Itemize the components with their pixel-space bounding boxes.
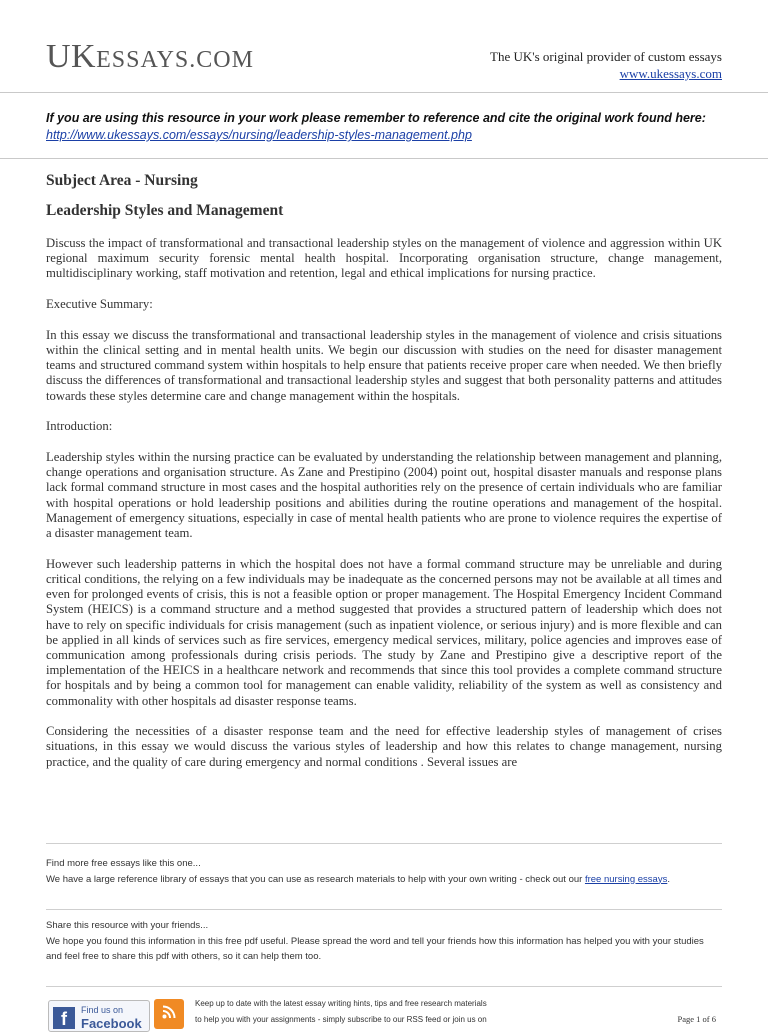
paragraph-intro-1: Leadership styles within the nursing practice can be evaluated by understanding the relationship between management and planning, change operations and organisation structure. As Zane and Prestipino (2004) point out, hospital disaster manuals and response plans lack formal command structure in most cases and the hospital authorities rely on the presence of certain individuals who are familiar with hospital operations or hold leadership positions and abilities during the routine operations and management of the hospital. Management of emergency situations, especially in case of mental health patients who are prone to violence requires the expertise of a disaster management team. <box>46 450 722 541</box>
share-text: We hope you found this information in this free pdf useful. Please spread the word and tell your friends how this information has helped you with your studies and feel free to share this pdf with others, so it can help them too. <box>46 935 704 962</box>
essay-body <box>46 236 722 785</box>
facebook-label-small: Find us on <box>81 1005 124 1015</box>
citation-link[interactable]: http://www.ukessays.com/essays/nursing/leadership-styles-management.php <box>46 128 472 142</box>
subject-area: Subject Area - Nursing <box>46 172 198 189</box>
footer-share <box>46 918 722 965</box>
logo-main: UK <box>46 38 97 75</box>
page-number: Page 1 of 6 <box>677 1014 716 1024</box>
site-link[interactable]: www.ukessays.com <box>619 66 722 81</box>
rss-line-2: to help you with your assignments - simply subscribe to our RSS feed or join us on <box>195 1015 487 1024</box>
footer-divider-middle <box>46 909 722 910</box>
footer-divider-top <box>46 843 722 844</box>
rss-icon <box>162 1005 176 1019</box>
paragraph-prompt: Discuss the impact of transformational and transactional leadership styles on the management of violence and aggression within UK regional maximum security forensic mental health hospital. Incorporating organisation structure, change management, multidisciplinary working, staff motivation and retention, legal and ethical implications for nursing practice. <box>46 236 722 281</box>
heading-introduction: Introduction: <box>46 419 113 434</box>
essay-title: Leadership Styles and Management <box>46 202 284 219</box>
site-logo[interactable] <box>46 40 254 74</box>
tagline: The UK's original provider of custom essays <box>490 49 722 64</box>
rss-promo <box>195 996 505 1028</box>
more-text <box>46 872 722 888</box>
facebook-label: Facebook <box>81 1016 142 1031</box>
page-header <box>0 0 768 92</box>
more-text-body: We have a large reference library of essays that you can use as research materials to help with your own writing - check out our <box>46 873 583 885</box>
header-divider <box>0 92 768 93</box>
facebook-button[interactable] <box>48 1000 150 1032</box>
paragraph-intro-2: However such leadership patterns in which the hospital does not have a formal command structure may be unreliable and during critical conditions, the relying on a few individuals may be inadequate as the concerned persons may not be available at all times and even for prolonged events of crisis, this is not a feasible option or proper management. The Hospital Emergency Incident Command System (HEICS) is a command structure and a method suggested that provides a structured pattern of leadership which does not have to rely on specific individuals for crisis management (such as inpatient violence, or serious injury) and is more flexible and can be applied in all kinds of services such as fire services, emergency medical services, military, police agencies and improves ease of communication among professionals during crisis periods. The study by Zane and Prestipino give a descriptive report of the implementation of the HEICS in a healthcare network and recommends that since this tool provides a complete command structure for hospitals and by being a common tool for management can enable validity, reliability of the system as well as consistency and commonality with other hospitals ad disaster response teams. <box>46 556 722 708</box>
more-heading: Find more free essays like this one... <box>46 858 201 869</box>
heading-executive-summary: Executive Summary: <box>46 297 153 312</box>
citation-notice: If you are using this resource in your work please remember to reference and cite the original work found here: <box>46 111 706 125</box>
notice-divider <box>0 158 768 159</box>
logo-rest: ESSAYS.COM <box>96 47 254 73</box>
share-heading: Share this resource with your friends... <box>46 920 209 931</box>
more-text-end: . <box>667 873 670 885</box>
paragraph-summary: In this essay we discuss the transformational and transactional leadership styles in the management of violence and crisis situations within the clinical setting and in mental health units. We begin our discussion with studies on the need for disaster management teams and structured command system within hospitals to help ensure that patients receive proper care when needed. We then briefly discuss the differences of transformational and transactional leadership styles and suggest that both personality patterns and attitudes towards these styles determine care and change management within the hospitals. <box>46 327 722 403</box>
facebook-icon: f <box>53 1007 75 1029</box>
paragraph-intro-3: Considering the necessities of a disaster response team and the need for effective leadership styles of management of crises situations, in this essay we would discuss the various styles of leadership and how this relates to change management, nursing practice, and the quality of care during emergency and normal conditions . Several issues are <box>46 724 722 769</box>
footer-divider-bottom <box>46 986 722 987</box>
rss-button[interactable] <box>154 999 184 1029</box>
free-nursing-essays-link[interactable]: free nursing essays <box>584 873 668 885</box>
rss-line-1: Keep up to date with the latest essay writing hints, tips and free research materials <box>195 999 487 1008</box>
footer-more-essays <box>46 856 722 887</box>
